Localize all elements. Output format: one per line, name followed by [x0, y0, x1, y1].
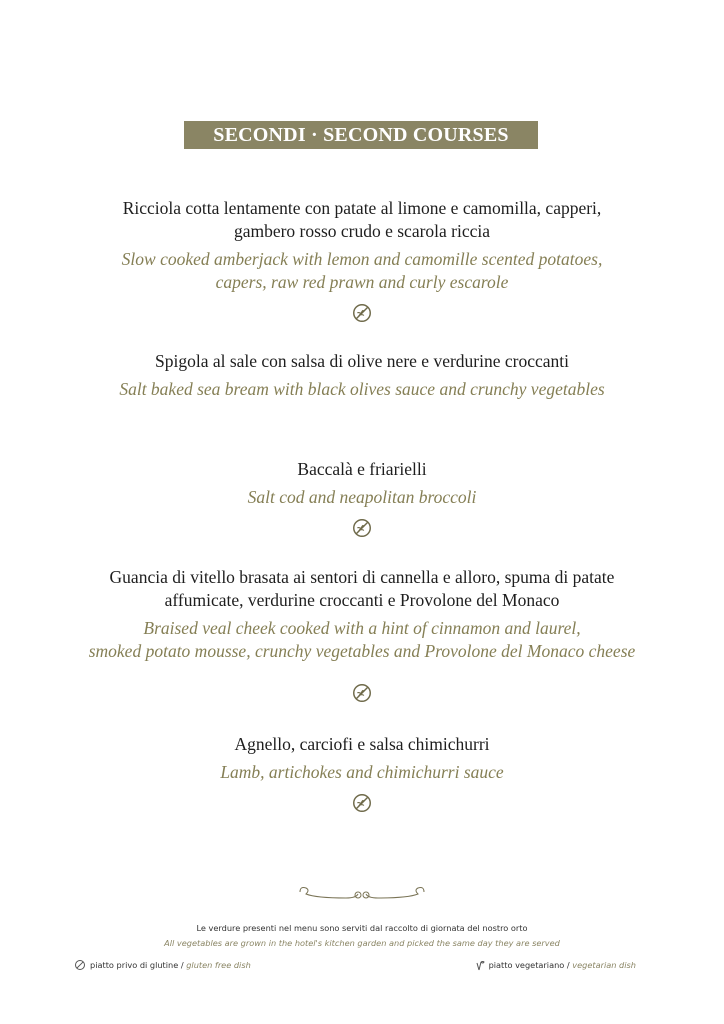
legend-gluten-free: piatto privo di glutine / gluten free dish: [74, 959, 251, 971]
gluten-free-icon: [74, 959, 86, 971]
gluten-free-icon: [351, 517, 373, 539]
ornament-divider: [296, 882, 428, 906]
dish-name-italian: Agnello, carciofi e salsa chimichurri: [234, 734, 490, 754]
legend-vegetarian: piatto vegetariano / vegetarian dish: [473, 959, 636, 971]
gluten-free-icon: [351, 302, 373, 324]
gluten-free-icon: [351, 682, 373, 704]
vegetarian-leaf-icon: [473, 959, 485, 971]
garden-note-italian: Le verdure presenti nel menu sono serviti dal raccolto di giornata del nostro orto: [196, 923, 528, 933]
garden-note-english: All vegetables are grown in the hotel's kitchen garden and picked the same day they are served: [164, 938, 560, 948]
dish-name-english: Salt baked sea bream with black olives sauce and crunchy vegetables: [119, 379, 605, 399]
dish-name-italian: Baccalà e friarielli: [297, 459, 427, 479]
dish-item: [0, 566, 724, 704]
dish-name-italian: Ricciola cotta lentamente con patate al limone e camomilla, capperi, gambero rosso crudo e scarola riccia: [122, 198, 602, 241]
dish-name-italian: Spigola al sale con salsa di olive nere e verdurine croccanti: [154, 351, 569, 371]
dish-name-english: Slow cooked amberjack with lemon and camomille scented potatoes, capers, raw red prawn and curly escarole: [121, 249, 603, 292]
dish-name-english: Braised veal cheek cooked with a hint of cinnamon and laurel, smoked potato mousse, crunchy vegetables and Provolone del Monaco cheese: [88, 618, 636, 661]
dish-item: [0, 197, 724, 324]
dish-item: [0, 458, 724, 539]
dish-name-english: Salt cod and neapolitan broccoli: [247, 487, 477, 507]
dish-name-italian: Guancia di vitello brasata ai sentori di cannella e alloro, spuma di patate affumicate, verdurine croccanti e Provolone del Monaco: [109, 567, 615, 610]
section-title: SECONDI · SECOND COURSES: [184, 121, 538, 149]
dish-item: [0, 350, 724, 401]
dish-name-english: Lamb, artichokes and chimichurri sauce: [220, 762, 504, 782]
gluten-free-icon: [351, 792, 373, 814]
dish-item: [0, 733, 724, 814]
